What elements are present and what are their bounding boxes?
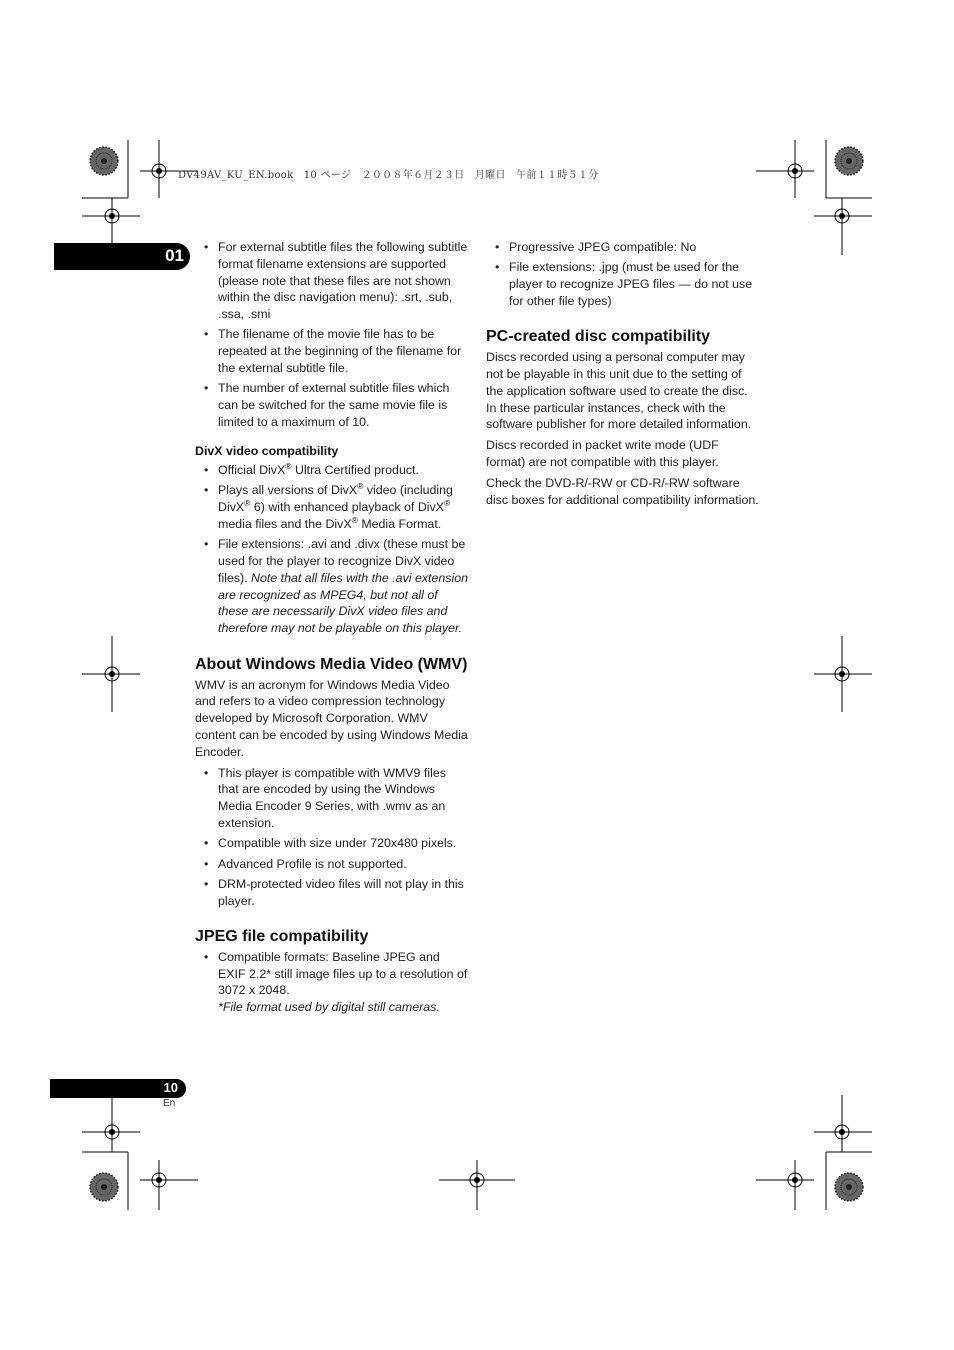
divx-bullet-list: [195, 462, 470, 637]
page-number: 10: [163, 1080, 178, 1095]
registration-star-bottom-left: [90, 1173, 118, 1201]
chapter-tab: [54, 243, 190, 270]
subtitle-bullet-list: [195, 239, 470, 431]
divx-heading: DivX video compatibility: [195, 444, 339, 459]
language-label: En: [163, 1098, 176, 1109]
chapter-number: 01: [165, 246, 184, 265]
page-number-tab: [50, 1079, 186, 1098]
right-column: [486, 239, 761, 512]
list-item: • Compatible with size under 720x480 pixels.: [195, 835, 470, 852]
list-item: • The number of external subtitle files which can be switched for the same movie file is limited to a maximum of 10.: [195, 380, 470, 430]
wmv-heading: About Windows Media Video (WMV): [195, 655, 468, 673]
list-item: • Progressive JPEG compatible: No: [486, 239, 761, 256]
list-item: • File extensions: .avi and .divx (these must be used for the player to recognize DivX video files). Note that all files with the .avi extension are recognized as MPEG4, but not all of these are necessarily DivX video files and therefore may not be playable on this player.: [195, 536, 470, 637]
left-column: [195, 239, 470, 1020]
jpeg-bullet-list: [195, 949, 470, 1016]
wmv-intro: WMV is an acronym for Windows Media Video and refers to a video compression technology developed by Microsoft Corporation. WMV content can be encoded by using Windows Media Encoder.: [195, 677, 468, 759]
list-item: • File extensions: .jpg (must be used for the player to recognize JPEG files — do not use for other file types): [486, 259, 761, 309]
list-item: • This player is compatible with WMV9 files that are encoded by using the Windows Media Encoder 9 Series, with .wmv as an extension.: [195, 765, 470, 832]
list-item: • For external subtitle files the following subtitle format filename extensions are supported (please note that these files are not shown within the disc navigation menu): .srt, .sub, .ssa, .smi: [195, 239, 470, 323]
pc-paragraph: Check the DVD-R/-RW or CD-R/-RW software disc boxes for additional compatibility information.: [486, 475, 759, 507]
list-item: • The filename of the movie file has to be repeated at the beginning of the filename for the external subtitle file.: [195, 326, 470, 376]
wmv-bullet-list: [195, 765, 470, 910]
jpeg-continued-bullet-list: [486, 239, 761, 310]
jpeg-footnote: *File format used by digital still cameras.: [218, 1000, 440, 1015]
list-item: • Advanced Profile is not supported.: [195, 856, 470, 873]
list-item: • Plays all versions of DivX® video (including DivX® 6) with enhanced playback of DivX® media files and the DivX® Media Format.: [195, 482, 470, 532]
book-file-header: DV49AV_KU_EN.book 10 ページ ２００８年６月２３日 月曜日 午前１１時５１分: [178, 170, 599, 181]
list-item: • Official DivX® Ultra Certified product.: [195, 462, 470, 479]
pc-disc-heading: PC-created disc compatibility: [486, 328, 711, 346]
pc-paragraph: Discs recorded using a personal computer may not be playable in this unit due to the setting of the application software used to create the disc. In these particular instances, check with the software publisher for more detailed information.: [486, 350, 752, 432]
pc-paragraph: Discs recorded in packet write mode (UDF format) are not compatible with this player.: [486, 438, 719, 469]
registration-star-bottom-right: [835, 1173, 863, 1201]
list-item: • DRM-protected video files will not play in this player.: [195, 876, 470, 910]
list-item: • Compatible formats: Baseline JPEG and EXIF 2.2* still image files up to a resolution of 3072 x 2048. *File format used by digital still cameras.: [195, 949, 470, 1016]
jpeg-heading: JPEG file compatibility: [195, 927, 369, 945]
registration-star-top-right: [835, 147, 863, 175]
registration-star-top-left: [90, 147, 118, 175]
